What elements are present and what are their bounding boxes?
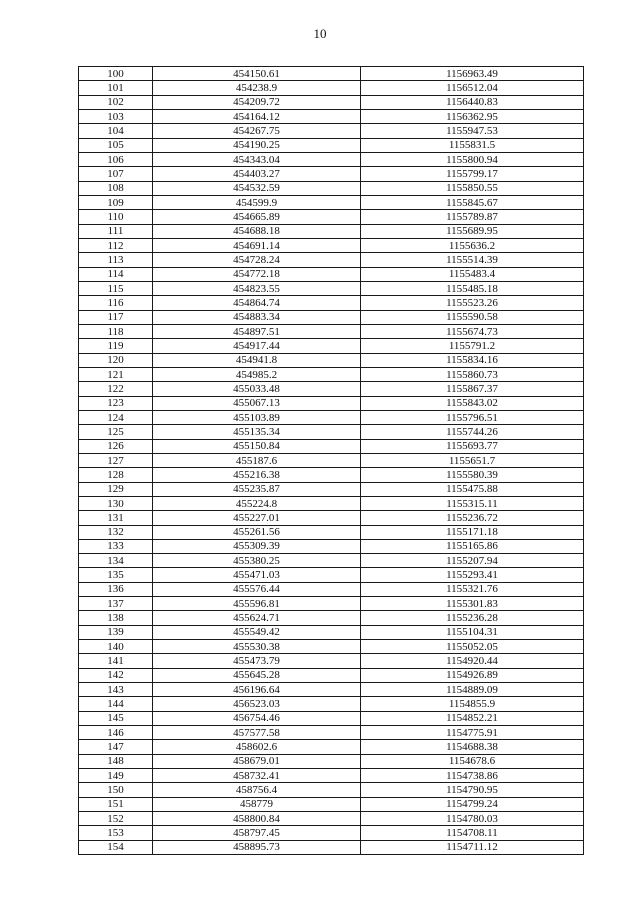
y-coordinate-cell: 1155689.95 bbox=[361, 224, 584, 238]
x-coordinate-cell: 456523.03 bbox=[153, 697, 361, 711]
y-coordinate-cell: 1155523.26 bbox=[361, 296, 584, 310]
x-coordinate-cell: 457577.58 bbox=[153, 726, 361, 740]
table-row bbox=[79, 496, 584, 510]
y-coordinate-cell: 1155860.73 bbox=[361, 367, 584, 381]
table-row bbox=[79, 783, 584, 797]
point-number-cell: 106 bbox=[79, 152, 153, 166]
table-row bbox=[79, 367, 584, 381]
point-number-cell: 110 bbox=[79, 210, 153, 224]
table-row bbox=[79, 353, 584, 367]
y-coordinate-cell: 1155799.17 bbox=[361, 167, 584, 181]
x-coordinate-cell: 455103.89 bbox=[153, 410, 361, 424]
table-row bbox=[79, 840, 584, 854]
x-coordinate-cell: 454772.18 bbox=[153, 267, 361, 281]
point-number-cell: 114 bbox=[79, 267, 153, 281]
table-row bbox=[79, 812, 584, 826]
point-number-cell: 152 bbox=[79, 812, 153, 826]
point-number-cell: 136 bbox=[79, 582, 153, 596]
y-coordinate-cell: 1155636.2 bbox=[361, 238, 584, 252]
table-row bbox=[79, 382, 584, 396]
table-row bbox=[79, 324, 584, 338]
coordinates-table-body bbox=[79, 67, 584, 855]
table-row bbox=[79, 67, 584, 81]
point-number-cell: 141 bbox=[79, 654, 153, 668]
table-row bbox=[79, 568, 584, 582]
point-number-cell: 117 bbox=[79, 310, 153, 324]
y-coordinate-cell: 1155590.58 bbox=[361, 310, 584, 324]
point-number-cell: 140 bbox=[79, 640, 153, 654]
table-row bbox=[79, 554, 584, 568]
point-number-cell: 142 bbox=[79, 668, 153, 682]
table-row bbox=[79, 339, 584, 353]
y-coordinate-cell: 1155867.37 bbox=[361, 382, 584, 396]
y-coordinate-cell: 1154855.9 bbox=[361, 697, 584, 711]
x-coordinate-cell: 454897.51 bbox=[153, 324, 361, 338]
table-row bbox=[79, 697, 584, 711]
table-row bbox=[79, 597, 584, 611]
table-row bbox=[79, 396, 584, 410]
x-coordinate-cell: 455261.56 bbox=[153, 525, 361, 539]
point-number-cell: 122 bbox=[79, 382, 153, 396]
y-coordinate-cell: 1155947.53 bbox=[361, 124, 584, 138]
x-coordinate-cell: 454150.61 bbox=[153, 67, 361, 81]
page-number: 10 bbox=[313, 26, 327, 41]
y-coordinate-cell: 1155744.26 bbox=[361, 425, 584, 439]
x-coordinate-cell: 455530.38 bbox=[153, 640, 361, 654]
point-number-cell: 143 bbox=[79, 683, 153, 697]
table-row bbox=[79, 167, 584, 181]
x-coordinate-cell: 458679.01 bbox=[153, 754, 361, 768]
table-row bbox=[79, 238, 584, 252]
x-coordinate-cell: 456754.46 bbox=[153, 711, 361, 725]
table-row bbox=[79, 482, 584, 496]
y-coordinate-cell: 1154799.24 bbox=[361, 797, 584, 811]
point-number-cell: 137 bbox=[79, 597, 153, 611]
x-coordinate-cell: 454403.27 bbox=[153, 167, 361, 181]
point-number-cell: 124 bbox=[79, 410, 153, 424]
x-coordinate-cell: 455067.13 bbox=[153, 396, 361, 410]
x-coordinate-cell: 458602.6 bbox=[153, 740, 361, 754]
point-number-cell: 127 bbox=[79, 453, 153, 467]
point-number-cell: 105 bbox=[79, 138, 153, 152]
y-coordinate-cell: 1155580.39 bbox=[361, 468, 584, 482]
point-number-cell: 133 bbox=[79, 539, 153, 553]
table-row bbox=[79, 425, 584, 439]
y-coordinate-cell: 1155052.05 bbox=[361, 640, 584, 654]
point-number-cell: 138 bbox=[79, 611, 153, 625]
point-number-cell: 126 bbox=[79, 439, 153, 453]
point-number-cell: 107 bbox=[79, 167, 153, 181]
point-number-cell: 129 bbox=[79, 482, 153, 496]
table-row bbox=[79, 683, 584, 697]
x-coordinate-cell: 455471.03 bbox=[153, 568, 361, 582]
y-coordinate-cell: 1154926.89 bbox=[361, 668, 584, 682]
table-row bbox=[79, 726, 584, 740]
y-coordinate-cell: 1156512.04 bbox=[361, 81, 584, 95]
coordinates-table bbox=[78, 66, 584, 855]
y-coordinate-cell: 1155693.77 bbox=[361, 439, 584, 453]
table-row bbox=[79, 525, 584, 539]
x-coordinate-cell: 455380.25 bbox=[153, 554, 361, 568]
point-number-cell: 104 bbox=[79, 124, 153, 138]
table-row bbox=[79, 826, 584, 840]
point-number-cell: 131 bbox=[79, 511, 153, 525]
table-row bbox=[79, 582, 584, 596]
table-row bbox=[79, 769, 584, 783]
point-number-cell: 123 bbox=[79, 396, 153, 410]
y-coordinate-cell: 1154711.12 bbox=[361, 840, 584, 854]
x-coordinate-cell: 455645.28 bbox=[153, 668, 361, 682]
y-coordinate-cell: 1155796.51 bbox=[361, 410, 584, 424]
y-coordinate-cell: 1155789.87 bbox=[361, 210, 584, 224]
table-row bbox=[79, 439, 584, 453]
point-number-cell: 120 bbox=[79, 353, 153, 367]
x-coordinate-cell: 454209.72 bbox=[153, 95, 361, 109]
y-coordinate-cell: 1154852.21 bbox=[361, 711, 584, 725]
point-number-cell: 112 bbox=[79, 238, 153, 252]
table-row bbox=[79, 181, 584, 195]
x-coordinate-cell: 458756.4 bbox=[153, 783, 361, 797]
point-number-cell: 118 bbox=[79, 324, 153, 338]
y-coordinate-cell: 1155315.11 bbox=[361, 496, 584, 510]
x-coordinate-cell: 454164.12 bbox=[153, 109, 361, 123]
y-coordinate-cell: 1155321.76 bbox=[361, 582, 584, 596]
point-number-cell: 148 bbox=[79, 754, 153, 768]
table-row bbox=[79, 468, 584, 482]
y-coordinate-cell: 1154889.09 bbox=[361, 683, 584, 697]
y-coordinate-cell: 1155831.5 bbox=[361, 138, 584, 152]
table-row bbox=[79, 539, 584, 553]
point-number-cell: 109 bbox=[79, 195, 153, 209]
point-number-cell: 149 bbox=[79, 769, 153, 783]
point-number-cell: 116 bbox=[79, 296, 153, 310]
table-row bbox=[79, 711, 584, 725]
point-number-cell: 121 bbox=[79, 367, 153, 381]
y-coordinate-cell: 1155791.2 bbox=[361, 339, 584, 353]
y-coordinate-cell: 1156963.49 bbox=[361, 67, 584, 81]
y-coordinate-cell: 1154678.6 bbox=[361, 754, 584, 768]
y-coordinate-cell: 1155475.88 bbox=[361, 482, 584, 496]
x-coordinate-cell: 454267.75 bbox=[153, 124, 361, 138]
y-coordinate-cell: 1156362.95 bbox=[361, 109, 584, 123]
point-number-cell: 153 bbox=[79, 826, 153, 840]
table-row bbox=[79, 81, 584, 95]
y-coordinate-cell: 1155165.86 bbox=[361, 539, 584, 553]
x-coordinate-cell: 458895.73 bbox=[153, 840, 361, 854]
y-coordinate-cell: 1155800.94 bbox=[361, 152, 584, 166]
x-coordinate-cell: 454190.25 bbox=[153, 138, 361, 152]
x-coordinate-cell: 455135.34 bbox=[153, 425, 361, 439]
point-number-cell: 147 bbox=[79, 740, 153, 754]
table-row bbox=[79, 668, 584, 682]
point-number-cell: 119 bbox=[79, 339, 153, 353]
table-row bbox=[79, 453, 584, 467]
table-row bbox=[79, 410, 584, 424]
y-coordinate-cell: 1156440.83 bbox=[361, 95, 584, 109]
table-row bbox=[79, 109, 584, 123]
point-number-cell: 111 bbox=[79, 224, 153, 238]
x-coordinate-cell: 454238.9 bbox=[153, 81, 361, 95]
x-coordinate-cell: 454343.04 bbox=[153, 152, 361, 166]
y-coordinate-cell: 1155514.39 bbox=[361, 253, 584, 267]
table-row bbox=[79, 152, 584, 166]
table-row bbox=[79, 625, 584, 639]
table-row bbox=[79, 511, 584, 525]
x-coordinate-cell: 455549.42 bbox=[153, 625, 361, 639]
y-coordinate-cell: 1154920.44 bbox=[361, 654, 584, 668]
y-coordinate-cell: 1154708.11 bbox=[361, 826, 584, 840]
point-number-cell: 125 bbox=[79, 425, 153, 439]
x-coordinate-cell: 454985.2 bbox=[153, 367, 361, 381]
point-number-cell: 128 bbox=[79, 468, 153, 482]
point-number-cell: 146 bbox=[79, 726, 153, 740]
table-row bbox=[79, 281, 584, 295]
point-number-cell: 100 bbox=[79, 67, 153, 81]
y-coordinate-cell: 1155171.18 bbox=[361, 525, 584, 539]
point-number-cell: 113 bbox=[79, 253, 153, 267]
x-coordinate-cell: 455596.81 bbox=[153, 597, 361, 611]
x-coordinate-cell: 458779 bbox=[153, 797, 361, 811]
x-coordinate-cell: 454941.8 bbox=[153, 353, 361, 367]
y-coordinate-cell: 1155674.73 bbox=[361, 324, 584, 338]
point-number-cell: 144 bbox=[79, 697, 153, 711]
table-row bbox=[79, 195, 584, 209]
x-coordinate-cell: 454665.89 bbox=[153, 210, 361, 224]
table-row bbox=[79, 797, 584, 811]
x-coordinate-cell: 456196.64 bbox=[153, 683, 361, 697]
table-row bbox=[79, 124, 584, 138]
table-row bbox=[79, 296, 584, 310]
x-coordinate-cell: 455187.6 bbox=[153, 453, 361, 467]
point-number-cell: 101 bbox=[79, 81, 153, 95]
y-coordinate-cell: 1154738.86 bbox=[361, 769, 584, 783]
table-row bbox=[79, 640, 584, 654]
x-coordinate-cell: 458732.41 bbox=[153, 769, 361, 783]
table-row bbox=[79, 253, 584, 267]
x-coordinate-cell: 455624.71 bbox=[153, 611, 361, 625]
y-coordinate-cell: 1154790.95 bbox=[361, 783, 584, 797]
point-number-cell: 115 bbox=[79, 281, 153, 295]
point-number-cell: 134 bbox=[79, 554, 153, 568]
x-coordinate-cell: 455227.01 bbox=[153, 511, 361, 525]
x-coordinate-cell: 455033.48 bbox=[153, 382, 361, 396]
table-row bbox=[79, 654, 584, 668]
x-coordinate-cell: 454728.24 bbox=[153, 253, 361, 267]
x-coordinate-cell: 455309.39 bbox=[153, 539, 361, 553]
y-coordinate-cell: 1154688.38 bbox=[361, 740, 584, 754]
x-coordinate-cell: 458800.84 bbox=[153, 812, 361, 826]
x-coordinate-cell: 455235.87 bbox=[153, 482, 361, 496]
table-row bbox=[79, 95, 584, 109]
x-coordinate-cell: 454532.59 bbox=[153, 181, 361, 195]
y-coordinate-cell: 1155483.4 bbox=[361, 267, 584, 281]
point-number-cell: 103 bbox=[79, 109, 153, 123]
x-coordinate-cell: 455150.84 bbox=[153, 439, 361, 453]
x-coordinate-cell: 455576.44 bbox=[153, 582, 361, 596]
x-coordinate-cell: 458797.45 bbox=[153, 826, 361, 840]
y-coordinate-cell: 1154780.03 bbox=[361, 812, 584, 826]
x-coordinate-cell: 454691.14 bbox=[153, 238, 361, 252]
y-coordinate-cell: 1155301.83 bbox=[361, 597, 584, 611]
x-coordinate-cell: 454883.34 bbox=[153, 310, 361, 324]
y-coordinate-cell: 1155293.41 bbox=[361, 568, 584, 582]
y-coordinate-cell: 1155843.02 bbox=[361, 396, 584, 410]
x-coordinate-cell: 454599.9 bbox=[153, 195, 361, 209]
table-row bbox=[79, 138, 584, 152]
table-row bbox=[79, 611, 584, 625]
point-number-cell: 108 bbox=[79, 181, 153, 195]
table-row bbox=[79, 754, 584, 768]
x-coordinate-cell: 455216.38 bbox=[153, 468, 361, 482]
point-number-cell: 135 bbox=[79, 568, 153, 582]
point-number-cell: 102 bbox=[79, 95, 153, 109]
table-row bbox=[79, 740, 584, 754]
x-coordinate-cell: 455224.8 bbox=[153, 496, 361, 510]
y-coordinate-cell: 1155485.18 bbox=[361, 281, 584, 295]
point-number-cell: 150 bbox=[79, 783, 153, 797]
table-row bbox=[79, 310, 584, 324]
x-coordinate-cell: 454864.74 bbox=[153, 296, 361, 310]
point-number-cell: 132 bbox=[79, 525, 153, 539]
table-row bbox=[79, 210, 584, 224]
point-number-cell: 151 bbox=[79, 797, 153, 811]
y-coordinate-cell: 1155834.16 bbox=[361, 353, 584, 367]
table-row bbox=[79, 224, 584, 238]
point-number-cell: 130 bbox=[79, 496, 153, 510]
y-coordinate-cell: 1155850.55 bbox=[361, 181, 584, 195]
x-coordinate-cell: 454823.55 bbox=[153, 281, 361, 295]
point-number-cell: 145 bbox=[79, 711, 153, 725]
y-coordinate-cell: 1155845.67 bbox=[361, 195, 584, 209]
y-coordinate-cell: 1155207.94 bbox=[361, 554, 584, 568]
table-row bbox=[79, 267, 584, 281]
y-coordinate-cell: 1155651.7 bbox=[361, 453, 584, 467]
x-coordinate-cell: 454688.18 bbox=[153, 224, 361, 238]
x-coordinate-cell: 455473.79 bbox=[153, 654, 361, 668]
y-coordinate-cell: 1154775.91 bbox=[361, 726, 584, 740]
y-coordinate-cell: 1155236.72 bbox=[361, 511, 584, 525]
point-number-cell: 154 bbox=[79, 840, 153, 854]
point-number-cell: 139 bbox=[79, 625, 153, 639]
y-coordinate-cell: 1155236.28 bbox=[361, 611, 584, 625]
x-coordinate-cell: 454917.44 bbox=[153, 339, 361, 353]
y-coordinate-cell: 1155104.31 bbox=[361, 625, 584, 639]
